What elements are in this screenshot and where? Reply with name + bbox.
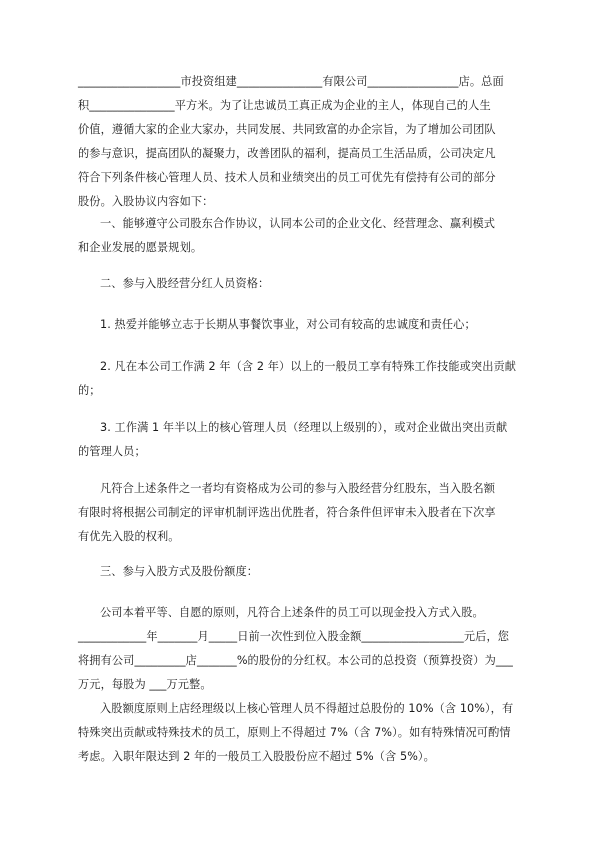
eligibility-line: 凡符合上述条件之一者均有资格成为公司的参与入股经营分红股东，当入股名额 [100, 482, 496, 495]
section3-heading [78, 560, 524, 584]
item3-paragraph [78, 416, 524, 464]
item2-paragraph [78, 355, 524, 403]
quota-line: 特殊突出贡献或特殊技术的员工，原则上不得超过 7%（含 7%）。如有特殊情况可酌情 [78, 726, 511, 739]
section1-line: 一、能够遵守公司股东合作协议，认同本公司的企业文化、经营理念、赢利模式 [100, 217, 496, 230]
section1-paragraph [78, 212, 524, 260]
quota-paragraph [78, 697, 524, 769]
item2-line: 的； [78, 384, 101, 397]
intro-line: __________________市投资组建_______________有限公司________________店。总面 [78, 75, 504, 88]
section2-heading [78, 272, 524, 296]
item1-paragraph [78, 313, 524, 337]
section1-line: 和企业发展的愿景规划。 [78, 241, 203, 254]
method-line: 公司本着平等、自愿的原则，凡符合上述条件的员工可以现金投入方式入股。 [100, 606, 484, 619]
intro-paragraph [78, 70, 524, 214]
section2-heading-text: 二、参与入股经营分红人员资格： [100, 277, 270, 290]
quota-line: 入股额度原则上店经理级以上核心管理人员不得超过总股份的 10%（含 10%），有 [100, 702, 514, 715]
item2-line: 2. 凡在本公司工作满 2 年（含 2 年）以上的一般员工享有特殊工作技能或突出贡献 [100, 360, 517, 373]
section3-heading-text: 三、参与入股方式及股份额度： [100, 565, 259, 578]
method-paragraph [78, 601, 524, 697]
eligibility-line: 有优先入股的权利。 [78, 530, 180, 543]
method-line: ____________年_______月_____日前一次性到位入股金额__________________元后，您 [78, 630, 510, 643]
item3-line: 的管理人员； [78, 445, 146, 458]
item3-line: 3. 工作满 1 年半以上的核心管理人员（经理以上级别的），或对企业做出突出贡献 [100, 421, 508, 434]
intro-line: 符合下列条件核心管理人员、技术人员和业绩突出的员工可优先有偿持有公司的部分 [78, 171, 496, 184]
intro-line: 的参与意识，提高团队的凝聚力，改善团队的福利，提高员工生活品质，公司决定凡 [78, 147, 496, 160]
intro-line: 股份。入股协议内容如下： [78, 195, 214, 208]
method-line: 万元，每股为 ___万元整。 [78, 678, 212, 691]
item1-text: 1. 热爱并能够立志于长期从事餐饮事业，对公司有较高的忠诚度和责任心； [100, 318, 476, 331]
eligibility-paragraph [78, 477, 524, 549]
method-line: 将拥有公司_________店_______%的股份的分红权。本公司的总投资（预算投资）为___ [78, 654, 513, 667]
eligibility-line: 有限时将根据公司制定的评审机制评选出优胜者，符合条件但评审未入股者在下次享 [78, 506, 496, 519]
quota-line: 考虑。入职年限达到 2 年的一般员工入股股份应不超过 5%（含 5%）。 [78, 750, 435, 763]
intro-line: 积_______________平方米。为了让忠诚员工真正成为企业的主人，体现自己的人生 [78, 99, 491, 112]
intro-line: 价值，遵循大家的企业大家办，共同发展、共同致富的办企宗旨，为了增加公司团队 [78, 123, 496, 136]
